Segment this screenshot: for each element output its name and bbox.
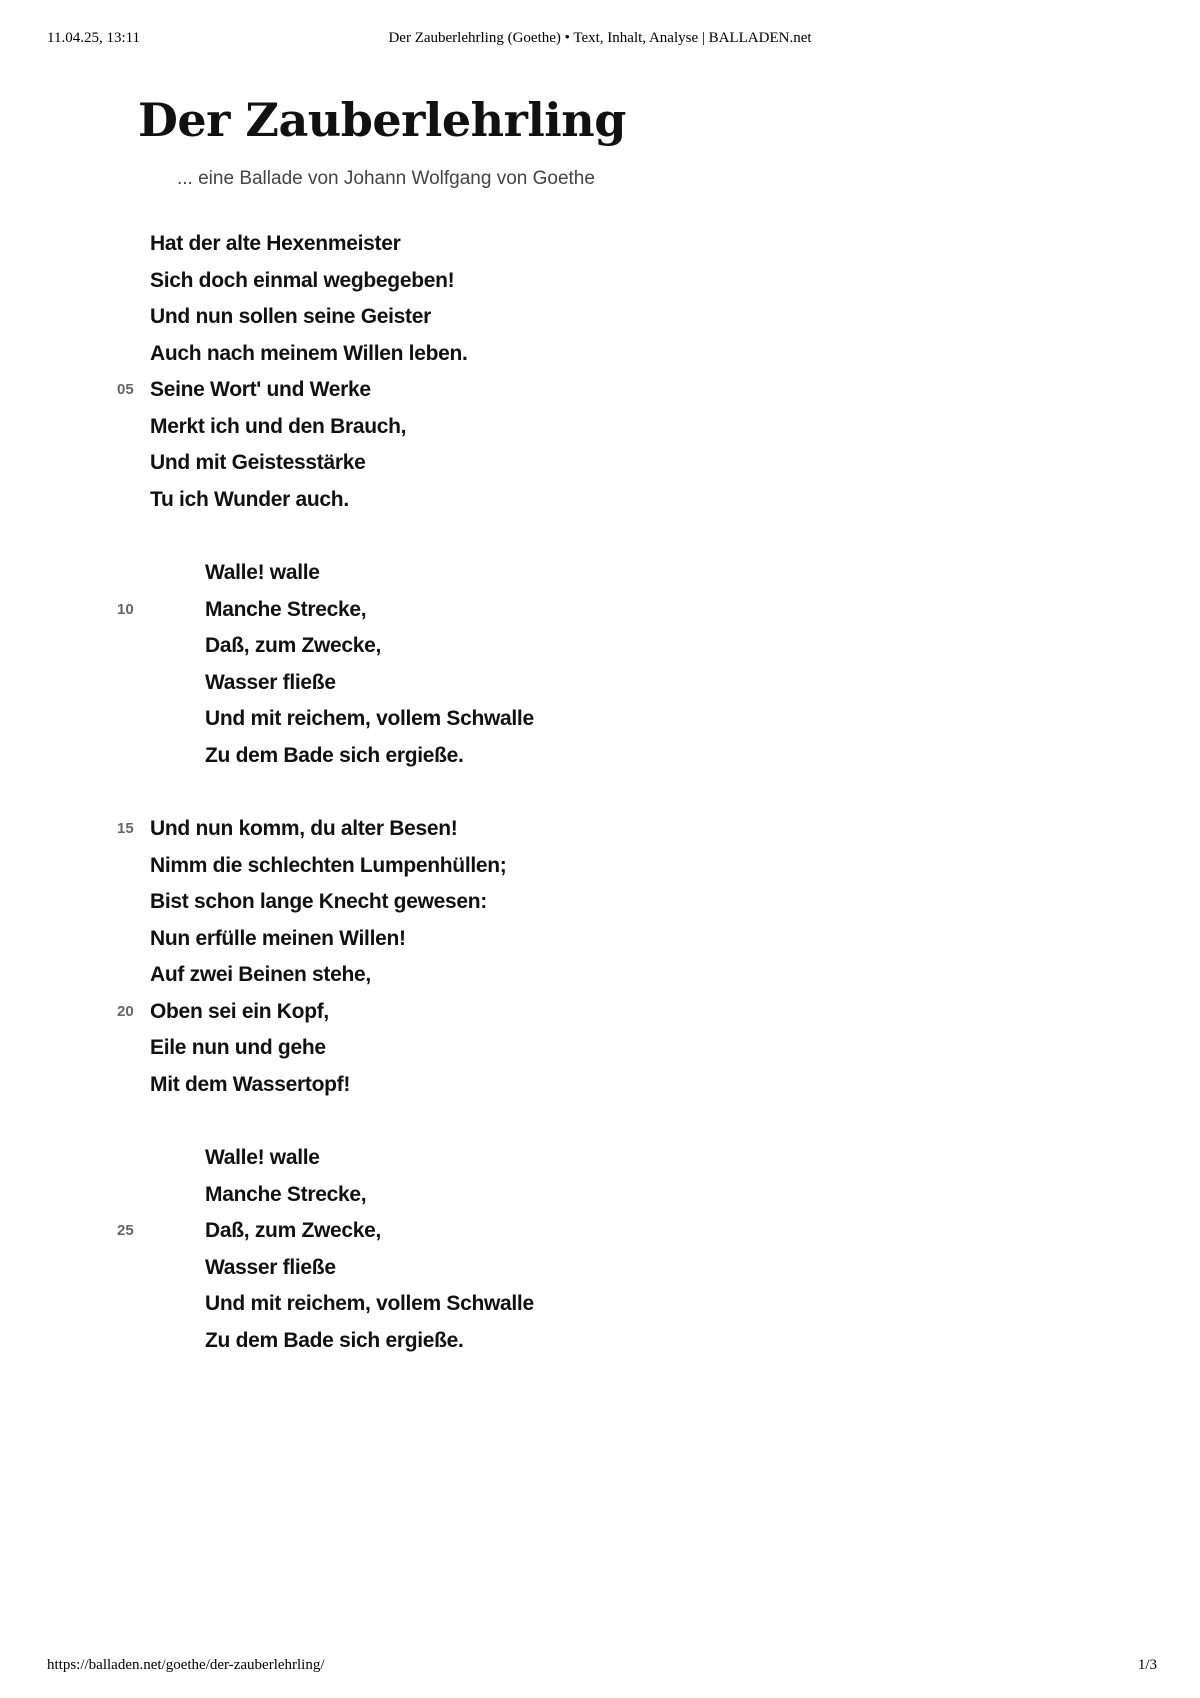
print-footer — [0, 1657, 1200, 1677]
poem-line — [0, 994, 1200, 1031]
poem-line — [0, 263, 1200, 300]
line-number: 05 — [117, 381, 134, 398]
poem-line-text: Und mit Geistesstärke — [150, 451, 366, 474]
poem-line-text: Walle! walle — [205, 1146, 320, 1169]
poem-line — [0, 1140, 1200, 1177]
poem-stanza — [0, 226, 1200, 518]
poem-line — [0, 1286, 1200, 1323]
poem-line — [0, 372, 1200, 409]
poem-line — [0, 811, 1200, 848]
poem-line — [0, 1213, 1200, 1250]
line-number: 20 — [117, 1002, 134, 1020]
poem-line-text: Manche Strecke, — [205, 597, 367, 621]
poem-line-text: Walle! walle — [205, 561, 320, 584]
poem-line — [0, 1177, 1200, 1214]
poem-line — [0, 957, 1200, 994]
poem-line-text: Und nun sollen seine Geister — [150, 305, 431, 328]
poem-line-text: Seine Wort' und Werke — [150, 378, 371, 401]
poem-stanza — [0, 1140, 1200, 1359]
poem-line-text: Nimm die schlechten Lumpenhüllen; — [150, 853, 507, 877]
poem-line-text: Hat der alte Hexenmeister — [150, 232, 401, 255]
poem-line — [0, 884, 1200, 921]
line-number: 15 — [117, 820, 134, 837]
poem-line-text: Zu dem Bade sich ergieße. — [205, 743, 464, 767]
poem-line — [0, 226, 1200, 263]
print-header — [0, 30, 1200, 50]
poem-line-text: Daß, zum Zwecke, — [205, 634, 382, 657]
poem-stanza — [0, 555, 1200, 774]
poem-line-text: Oben sei ein Kopf, — [150, 999, 329, 1023]
poem-line — [0, 628, 1200, 665]
poem-line — [0, 921, 1200, 958]
print-page-title: Der Zauberlehrling (Goethe) • Text, Inhalt, Analyse | BALLADEN.net — [388, 30, 812, 46]
poem-line-text: Und nun komm, du alter Besen! — [150, 817, 458, 840]
poem-line — [0, 409, 1200, 446]
poem-line-text: Bist schon lange Knecht gewesen: — [150, 890, 487, 913]
poem-line-text: Auch nach meinem Willen leben. — [150, 341, 468, 365]
print-page-number: 1/3 — [1137, 1657, 1157, 1673]
poem-line-text: Eile nun und gehe — [150, 1036, 326, 1059]
print-datetime: 11.04.25, 13:11 — [47, 30, 141, 46]
line-number: 25 — [117, 1222, 134, 1239]
print-url: https://balladen.net/goethe/der-zauberlehrling/ — [47, 1657, 325, 1673]
line-number: 10 — [117, 600, 134, 618]
poem-line — [0, 848, 1200, 885]
poem-line — [0, 1250, 1200, 1287]
poem-line-text: Wasser fließe — [205, 1255, 336, 1279]
poem-body — [0, 226, 1200, 1396]
poem-line-text: Merkt ich und den Brauch, — [150, 414, 407, 438]
poem-line-text: Zu dem Bade sich ergieße. — [205, 1328, 464, 1352]
poem-line — [0, 1323, 1200, 1360]
poem-line-text: Mit dem Wassertopf! — [150, 1072, 351, 1096]
poem-line — [0, 336, 1200, 373]
poem-line-text: Sich doch einmal wegbegeben! — [150, 268, 455, 292]
page-subtitle: ... eine Ballade von Johann Wolfgang von Goethe — [177, 168, 595, 189]
poem-line-text: Manche Strecke, — [205, 1182, 367, 1206]
poem-line — [0, 299, 1200, 336]
poem-line — [0, 592, 1200, 629]
poem-line-text: Wasser fließe — [205, 670, 336, 694]
page-title: Der Zauberlehrling — [138, 93, 626, 147]
poem-line-text: Und mit reichem, vollem Schwalle — [205, 707, 534, 730]
poem-line — [0, 1030, 1200, 1067]
poem-line-text: Und mit reichem, vollem Schwalle — [205, 1292, 534, 1315]
poem-line — [0, 445, 1200, 482]
poem-stanza — [0, 811, 1200, 1103]
poem-line-text: Auf zwei Beinen stehe, — [150, 963, 371, 986]
poem-line — [0, 1067, 1200, 1104]
poem-line — [0, 482, 1200, 519]
poem-line — [0, 555, 1200, 592]
poem-line — [0, 701, 1200, 738]
poem-line-text: Tu ich Wunder auch. — [150, 487, 349, 511]
poem-line — [0, 738, 1200, 775]
poem-line-text: Nun erfülle meinen Willen! — [150, 926, 406, 950]
poem-line-text: Daß, zum Zwecke, — [205, 1219, 382, 1242]
poem-line — [0, 665, 1200, 702]
